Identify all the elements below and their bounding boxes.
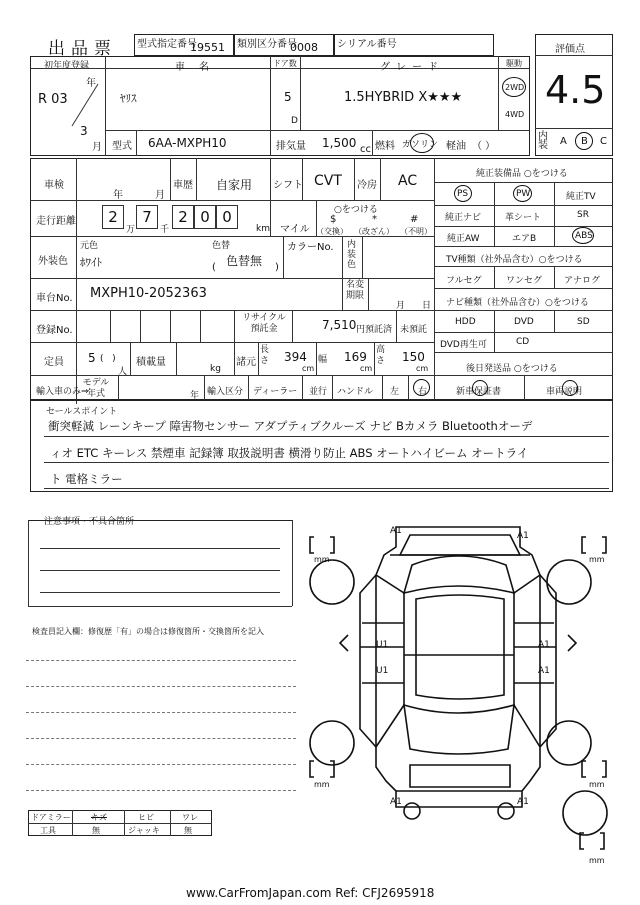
sales-line-3: ト 電格ミラー (50, 472, 123, 486)
mileage-digit-1: 2 (102, 205, 124, 229)
mirror-h2: キズ (91, 813, 107, 822)
dealer-option: ディーラー (253, 387, 298, 397)
caution-box (28, 520, 292, 606)
caution-label: 注意事項・不具合箇所 (44, 517, 135, 527)
car-diagram (300, 515, 620, 855)
grade: 1.5HYBRID X★★★ (344, 90, 463, 105)
equip-ps-circle (454, 185, 472, 202)
sheet-title: 出品票 (48, 39, 117, 59)
equip-abs-circle (572, 227, 594, 244)
footer-ref: www.CarFromJapan.com Ref: CFJ2695918 (186, 886, 435, 900)
equip-pw-circle (513, 185, 532, 202)
interior-selected-circle (575, 132, 593, 150)
shift-label: シフト (273, 180, 303, 191)
mm-fr: mm (589, 555, 605, 564)
mirror-r3: ジャッキ (128, 826, 160, 835)
capacity: 5 (88, 351, 96, 365)
unk-dollar: $ (330, 214, 337, 225)
mileage-digit-3: 2 (172, 205, 194, 229)
chassis: MXPH10-2052363 (90, 286, 207, 301)
load-label: 積載量 (136, 357, 166, 368)
reg-no-label: 登録No. (36, 325, 73, 336)
dims-label: 諸元 (236, 357, 256, 368)
recall-month-unit: 月 (396, 301, 406, 311)
load-unit: kg (210, 364, 221, 374)
mm-spare: mm (589, 856, 605, 865)
unk-sub-1: （交換） (316, 227, 348, 236)
recycle-no: 未預託 (400, 325, 428, 335)
capacity-paren: ( ) (100, 354, 116, 364)
equip-leather: 革シート (505, 213, 542, 223)
chassis-label: 車台No. (36, 293, 73, 304)
ac: AC (398, 173, 418, 189)
history-label: 車歴 (173, 180, 193, 191)
recycle: 7,510 (322, 318, 357, 332)
color-label: 外装色 (38, 256, 68, 267)
equip-navi: 純正ナビ (445, 213, 482, 223)
tv-title: TV種類（社外品含む）○をつける (446, 255, 583, 265)
type-cert-value: 19551 (190, 41, 225, 54)
unit-sen: 千 (160, 225, 170, 235)
mark-right-door-1: A1 (538, 640, 550, 650)
mark-front-left: A1 (390, 526, 402, 536)
width-unit: cm (360, 364, 373, 373)
handle-right: 右 (418, 387, 428, 397)
drive-2wd: 2WD (505, 83, 525, 92)
import-label: 輸入車のみ⇒ (36, 387, 89, 397)
mileage-digit-2: 7 (136, 205, 158, 229)
mirror-h3: ヒビ (138, 813, 154, 822)
fuel-paren: （ ） (472, 141, 496, 152)
recycle-label: リサイクル預託金 (242, 313, 286, 334)
mark-left-door-1: U1 (376, 640, 389, 650)
drive-2wd-circle (502, 77, 526, 97)
docs-warranty-circle (472, 380, 488, 396)
unk-sub-2: （改ざん） (354, 227, 394, 236)
height-unit: cm (416, 364, 429, 373)
fuel-circle (410, 133, 434, 153)
mark-left-door-2: U1 (376, 666, 389, 676)
height-label: 高さ (376, 345, 386, 366)
color-no-label: カラーNo. (287, 242, 334, 253)
docs-title: 後日発送品 ○をつける (466, 364, 558, 374)
width-label: 幅 (318, 355, 328, 365)
import-class-label: 輸入区分 (207, 387, 244, 397)
docs-manual-circle (562, 380, 578, 396)
int-color-label: 内装色 (347, 240, 357, 270)
equip-airbag: エアB (512, 234, 537, 244)
handle-right-circle (413, 379, 430, 396)
recall-day-unit: 日 (422, 301, 432, 311)
repaint-paren-close: ) (275, 262, 279, 273)
model: 6AA-MXPH10 (148, 136, 227, 150)
mirror-r2: 無 (92, 826, 100, 835)
drive-4wd: 4WD (505, 110, 525, 119)
shift: CVT (314, 173, 342, 189)
orig-color: ﾎﾜｲﾄ (80, 256, 102, 269)
car-name: ﾔﾘｽ (120, 92, 137, 105)
mark-front-right: A1 (517, 531, 529, 541)
ac-label: 冷房 (357, 180, 377, 191)
handle-left: 左 (390, 387, 400, 397)
history: 自家用 (216, 178, 253, 192)
mark-right-door-2: A1 (538, 666, 550, 676)
navi-dvd: DVD (514, 317, 534, 327)
unk-star: * (372, 214, 377, 225)
grade-point-value: 4.5 (545, 68, 606, 112)
equip-ps: PS (457, 189, 469, 199)
class-box (234, 34, 334, 56)
mirror-r1: 工具 (40, 826, 56, 835)
navi-sd: SD (577, 317, 590, 327)
month: 3 (80, 124, 88, 138)
repaint-paren-open: ( (212, 262, 216, 273)
displacement-unit: cc (360, 144, 371, 155)
mirror-h4: ワレ (182, 813, 198, 822)
length: 394 (284, 350, 307, 364)
sales-line-1: 衝突軽減 レーンキープ 障害物センサー アダプティブクルーズ ナビ Bカメラ Bluetoothオーデ (48, 419, 533, 433)
tv-fullseg: フルセグ (446, 276, 482, 286)
serial-label: シリアル番号 (337, 39, 397, 50)
docs-manual: 車両説明 (546, 387, 583, 397)
interior-label: 内装 (538, 131, 548, 151)
unit-man: 万 (126, 225, 136, 235)
model-label: 型式 (112, 141, 132, 152)
diesel-label: 軽油 (446, 141, 466, 152)
equip-tv: 純正TV (566, 192, 596, 202)
equip-sr: SR (577, 210, 589, 220)
doors-sub: D (291, 116, 298, 126)
mm-fl: mm (314, 555, 330, 564)
mileage-digit-5: 0 (216, 205, 238, 229)
interior-grade-b: B (581, 136, 588, 147)
navi-hdd: HDD (455, 317, 476, 327)
grade-label: グレード (380, 62, 444, 73)
doors: 5 (284, 90, 292, 104)
repaint-value: 色替無 (226, 254, 263, 268)
type-cert-label: 型式指定番号 (137, 39, 197, 50)
parallel-option: 並行 (309, 387, 328, 397)
interior-grade-a: A (560, 136, 567, 147)
mirror-h1: ドアミラー (31, 813, 71, 822)
era: R 03 (38, 92, 68, 107)
dvd-play: DVD再生可 (440, 340, 487, 350)
cd: CD (516, 337, 530, 347)
fuel-label: 燃料 (375, 141, 395, 152)
class-label: 類別区分番号 (237, 39, 297, 50)
car-name-label: 車名 (175, 62, 223, 73)
serial-box (334, 34, 494, 56)
width: 169 (344, 350, 367, 364)
recall-label: 名変期限 (346, 280, 365, 301)
inspector-label: 検査員記入欄：修復歴「有」の場合は修復箇所・交換箇所を記入 (32, 627, 264, 636)
length-label: 長さ (260, 345, 270, 366)
length-unit: cm (302, 364, 315, 373)
unk-hash: # (410, 214, 419, 225)
month-unit: 月 (92, 142, 102, 153)
tv-analog: アナログ (564, 276, 601, 286)
displacement-label: 排気量 (276, 141, 306, 152)
mileage-label: 走行距離 (36, 216, 76, 227)
type-cert-box (134, 34, 234, 56)
unk-sub-3: （不明） (400, 227, 432, 236)
year-unit: 年 (86, 78, 96, 89)
mm-rl: mm (314, 780, 330, 789)
circle-note: ○をつける (334, 205, 378, 215)
sales-label: セールスポイント (46, 407, 118, 417)
capacity-label: 定員 (44, 357, 64, 368)
grade-point-label: 評価点 (555, 44, 585, 55)
capacity-unit: 人 (118, 367, 128, 377)
handle-label: ハンドル (337, 387, 374, 397)
recycle-unit: 円預託済 (356, 325, 393, 335)
mark-rear-right: A1 (517, 797, 529, 807)
mm-rr: mm (589, 780, 605, 789)
first-reg-label: 初年度登録 (44, 61, 90, 71)
unit-km: km (256, 224, 270, 234)
model-year-label: モデル年式 (82, 378, 110, 399)
equip-aw: 純正AW (447, 234, 480, 244)
shaken-month-unit: 月 (155, 190, 165, 201)
fuel: ガソリン (402, 140, 439, 150)
mileage-digit-4: 0 (194, 205, 216, 229)
shaken-year-unit: 年 (113, 190, 123, 201)
doors-label: ドア数 (273, 59, 297, 68)
sales-line-2: ィオ ETC キーレス 禁煙車 記録簿 取扱説明書 横滑り防止 ABS オートハイビーム オートライ (50, 446, 529, 460)
interior-grade-c: C (600, 136, 607, 147)
orig-color-label: 元色 (80, 241, 99, 251)
mark-rear-left: A1 (390, 797, 402, 807)
mile-label: マイル (280, 224, 310, 235)
height: 150 (402, 350, 425, 364)
equip-abs: ABS (575, 231, 593, 241)
docs-warranty: 新車保証書 (456, 387, 502, 397)
navi-title: ナビ種類（社外品含む）○をつける (446, 298, 589, 308)
drive-label: 駆動 (506, 59, 522, 68)
import-year-unit: 年 (190, 391, 200, 401)
class-value: 0008 (290, 41, 318, 54)
repaint-label: 色替 (212, 241, 231, 251)
equip-pw: PW (516, 189, 531, 199)
mirror-r4: 無 (184, 826, 192, 835)
displacement: 1,500 (322, 136, 357, 150)
tv-oneseg: ワンセグ (506, 276, 543, 286)
shaken-label: 車検 (44, 180, 64, 191)
equipment-title: 純正装備品 ○をつける (476, 169, 568, 179)
